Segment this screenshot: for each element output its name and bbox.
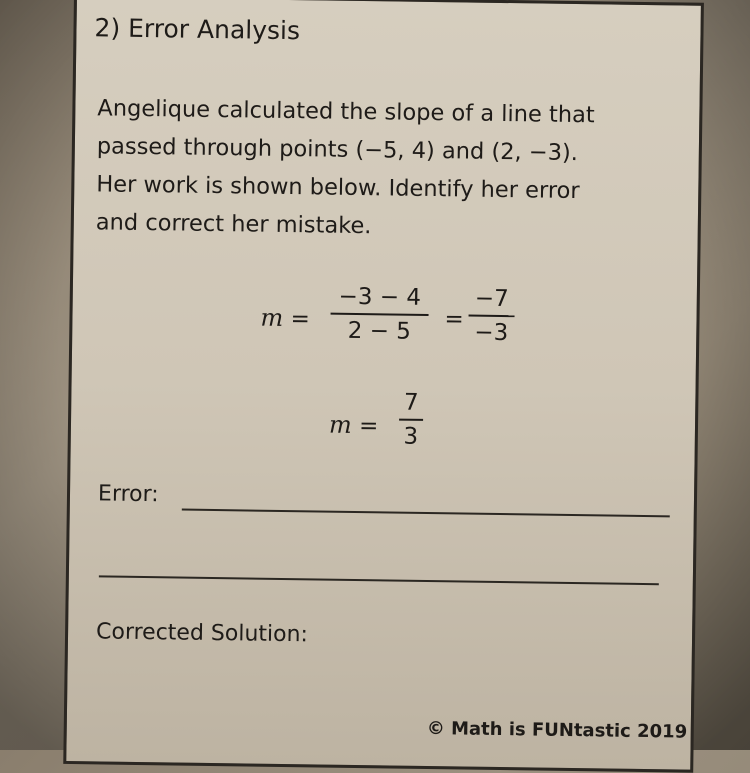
fraction-step-1 [330, 284, 429, 345]
equals-sign: = [290, 306, 311, 333]
prompt-line: Angelique calculated the slope of a line that [97, 95, 595, 129]
prompt-line: passed through points (−5, 4) and (2, −3). [96, 133, 579, 167]
error-answer-line-2[interactable] [99, 575, 659, 584]
slope-variable: m [260, 303, 284, 332]
fraction-bar [469, 315, 515, 318]
fraction-bar [331, 313, 429, 316]
fraction-numerator: −7 [474, 285, 509, 313]
prompt-line: and correct her mistake. [95, 209, 372, 240]
fraction-step-3 [399, 390, 424, 450]
prompt-line: Her work is shown below. Identify her error [96, 171, 580, 205]
fraction-denominator: 3 [403, 423, 419, 450]
error-label: Error: [97, 481, 159, 508]
copyright-credit: © Math is FUNtastic 2019 [426, 717, 688, 743]
slope-variable: m [328, 410, 352, 439]
equals-sign: = [358, 413, 379, 440]
fraction-denominator: −3 [474, 319, 509, 347]
corrected-solution-label: Corrected Solution: [95, 619, 309, 648]
fraction-bar [399, 419, 423, 421]
fraction-denominator: 2 − 5 [347, 317, 412, 345]
problem-prompt [96, 89, 688, 249]
fraction-numerator: 7 [403, 389, 419, 416]
error-analysis-box [63, 0, 704, 773]
error-answer-line[interactable] [182, 509, 670, 517]
equals-sign: = [444, 306, 464, 333]
equation-step-1 [260, 304, 310, 333]
fraction-step-2 [468, 286, 515, 347]
equation-step-2 [329, 411, 379, 440]
fraction-numerator: −3 − 4 [338, 283, 422, 311]
problem-title: 2) Error Analysis [94, 13, 301, 46]
